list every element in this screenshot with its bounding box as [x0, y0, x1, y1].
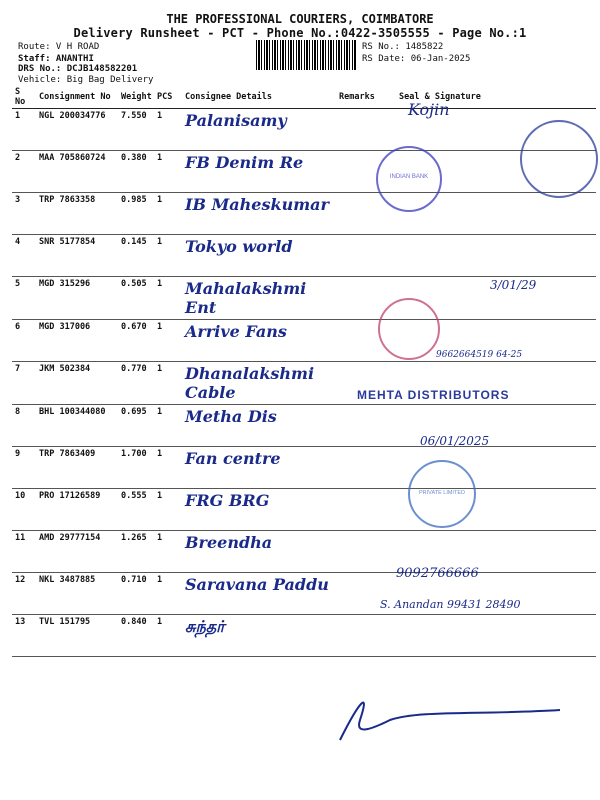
vehicle-label: Vehicle: Big Bag Delivery: [18, 75, 154, 85]
signature-row13: S. Anandan 99431 28490: [380, 598, 521, 611]
consignment-no: AMD 29777154: [36, 531, 118, 573]
table-row: [12, 447, 596, 489]
pcs: 1: [154, 573, 182, 615]
consignee-name: Breendha: [182, 531, 336, 573]
consignee-name: FRG BRG: [182, 489, 336, 531]
frag-stamp-text: PRIVATE LIMITED: [419, 490, 465, 496]
consignment-no: NKL 3487885: [36, 573, 118, 615]
consignment-no: MGD 317006: [36, 320, 118, 362]
table-row: [12, 405, 596, 447]
col-sno: S No: [12, 86, 36, 109]
pcs: 1: [154, 235, 182, 277]
consignee-name: Saravana Paddu: [182, 573, 336, 615]
table-header: [12, 86, 596, 109]
consignee-name: Arrive Fans: [182, 320, 336, 362]
sno: 13: [12, 615, 36, 657]
pcs: 1: [154, 447, 182, 489]
seal-signature: [396, 235, 596, 277]
signature-row12: 9092766666: [396, 566, 479, 581]
pink-shop-stamp: [378, 298, 440, 360]
pcs: 1: [154, 109, 182, 151]
consignment-no: MGD 315296: [36, 277, 118, 320]
staff-label: Staff: ANANTHI: [18, 54, 94, 64]
barcode: [256, 40, 356, 70]
consignee-name: Tokyo world: [182, 235, 336, 277]
pcs: 1: [154, 193, 182, 235]
sno: 2: [12, 151, 36, 193]
consignment-no: TRP 7863409: [36, 447, 118, 489]
pcs: 1: [154, 151, 182, 193]
consignment-no: BHL 100344080: [36, 405, 118, 447]
sno: 11: [12, 531, 36, 573]
consignment-no: NGL 200034776: [36, 109, 118, 151]
remarks: [336, 531, 396, 573]
weight: 0.555: [118, 489, 154, 531]
col-remarks: Remarks: [336, 86, 396, 109]
table-row: [12, 235, 596, 277]
weight: 0.695: [118, 405, 154, 447]
pcs: 1: [154, 362, 182, 405]
sno: 4: [12, 235, 36, 277]
col-consignment: Consignment No: [36, 86, 118, 109]
remarks: [336, 447, 396, 489]
weight: 0.770: [118, 362, 154, 405]
col-seal: Seal & Signature: [396, 86, 596, 109]
staff-signature-scribble: [330, 680, 570, 760]
pcs: 1: [154, 489, 182, 531]
consignment-no: TRP 7863358: [36, 193, 118, 235]
pcs: 1: [154, 405, 182, 447]
runsheet-subtitle: Delivery Runsheet - PCT - Phone No.:0422-3505555 - Page No.:1: [73, 26, 527, 40]
col-weight: Weight: [118, 86, 154, 109]
remarks: [336, 615, 396, 657]
sno: 8: [12, 405, 36, 447]
mehta-stamp: MEHTA DISTRIBUTORS: [357, 388, 510, 402]
consignee-name: FB Denim Re: [182, 151, 336, 193]
weight: 7.550: [118, 109, 154, 151]
consignment-no: TVL 151795: [36, 615, 118, 657]
signature-row7: 9662664519 64-25: [436, 350, 523, 360]
sno: 5: [12, 277, 36, 320]
table-row: [12, 193, 596, 235]
signature-row5: 3/01/29: [490, 278, 537, 292]
sno: 12: [12, 573, 36, 615]
sno: 9: [12, 447, 36, 489]
table-row: [12, 615, 596, 657]
rs-number: RS No.: 1485822: [362, 42, 444, 52]
table-row: [12, 151, 596, 193]
indian-bank-stamp-text: INDIAN BANK: [389, 174, 429, 180]
consignee-name: Mahalakshmi Ent: [182, 277, 336, 320]
rs-date: RS Date: 06-Jan-2025: [362, 54, 471, 64]
consignment-no: PRO 17126589: [36, 489, 118, 531]
pcs: 1: [154, 615, 182, 657]
consignment-no: SNR 5177854: [36, 235, 118, 277]
frag-stamp: [408, 460, 476, 528]
table-row: [12, 531, 596, 573]
weight: 0.505: [118, 277, 154, 320]
consignee-name: Palanisamy: [182, 109, 336, 151]
route-label: Route: V H ROAD: [18, 42, 100, 52]
signature-row9: 06/01/2025: [420, 434, 490, 448]
pcs: 1: [154, 531, 182, 573]
pcs: 1: [154, 320, 182, 362]
sno: 1: [12, 109, 36, 151]
col-pcs: PCS: [154, 86, 182, 109]
remarks: [336, 405, 396, 447]
seal-signature: [396, 615, 596, 657]
weight: 1.265: [118, 531, 154, 573]
signature-row1: Kojin: [408, 100, 450, 119]
weight: 0.985: [118, 193, 154, 235]
consignee-name: IB Maheskumar: [182, 193, 336, 235]
table-row: [12, 489, 596, 531]
pcs: 1: [154, 277, 182, 320]
consignee-name: Fan centre: [182, 447, 336, 489]
weight: 0.670: [118, 320, 154, 362]
sno: 6: [12, 320, 36, 362]
consignee-name: Dhanalakshmi Cable: [182, 362, 336, 405]
indian-bank-stamp: [376, 146, 442, 212]
weight: 0.145: [118, 235, 154, 277]
weight: 0.380: [118, 151, 154, 193]
consignment-no: MAA 705860724: [36, 151, 118, 193]
remarks: [336, 489, 396, 531]
table-row: [12, 109, 596, 151]
consignee-name: சுந்தர்: [182, 615, 336, 657]
bank-round-stamp: [520, 120, 598, 198]
drs-number: DRS No.: DCJB148582201: [18, 64, 138, 74]
remarks: [336, 235, 396, 277]
sno: 7: [12, 362, 36, 405]
sno: 3: [12, 193, 36, 235]
col-consignee: Consignee Details: [182, 86, 336, 109]
weight: 1.700: [118, 447, 154, 489]
consignment-no: JKM 502384: [36, 362, 118, 405]
sno: 10: [12, 489, 36, 531]
remarks: [336, 109, 396, 151]
runsheet-table: [12, 86, 596, 657]
weight: 0.710: [118, 573, 154, 615]
consignee-name: Metha Dis: [182, 405, 336, 447]
weight: 0.840: [118, 615, 154, 657]
company-title: THE PROFESSIONAL COURIERS, COIMBATORE: [166, 12, 434, 26]
